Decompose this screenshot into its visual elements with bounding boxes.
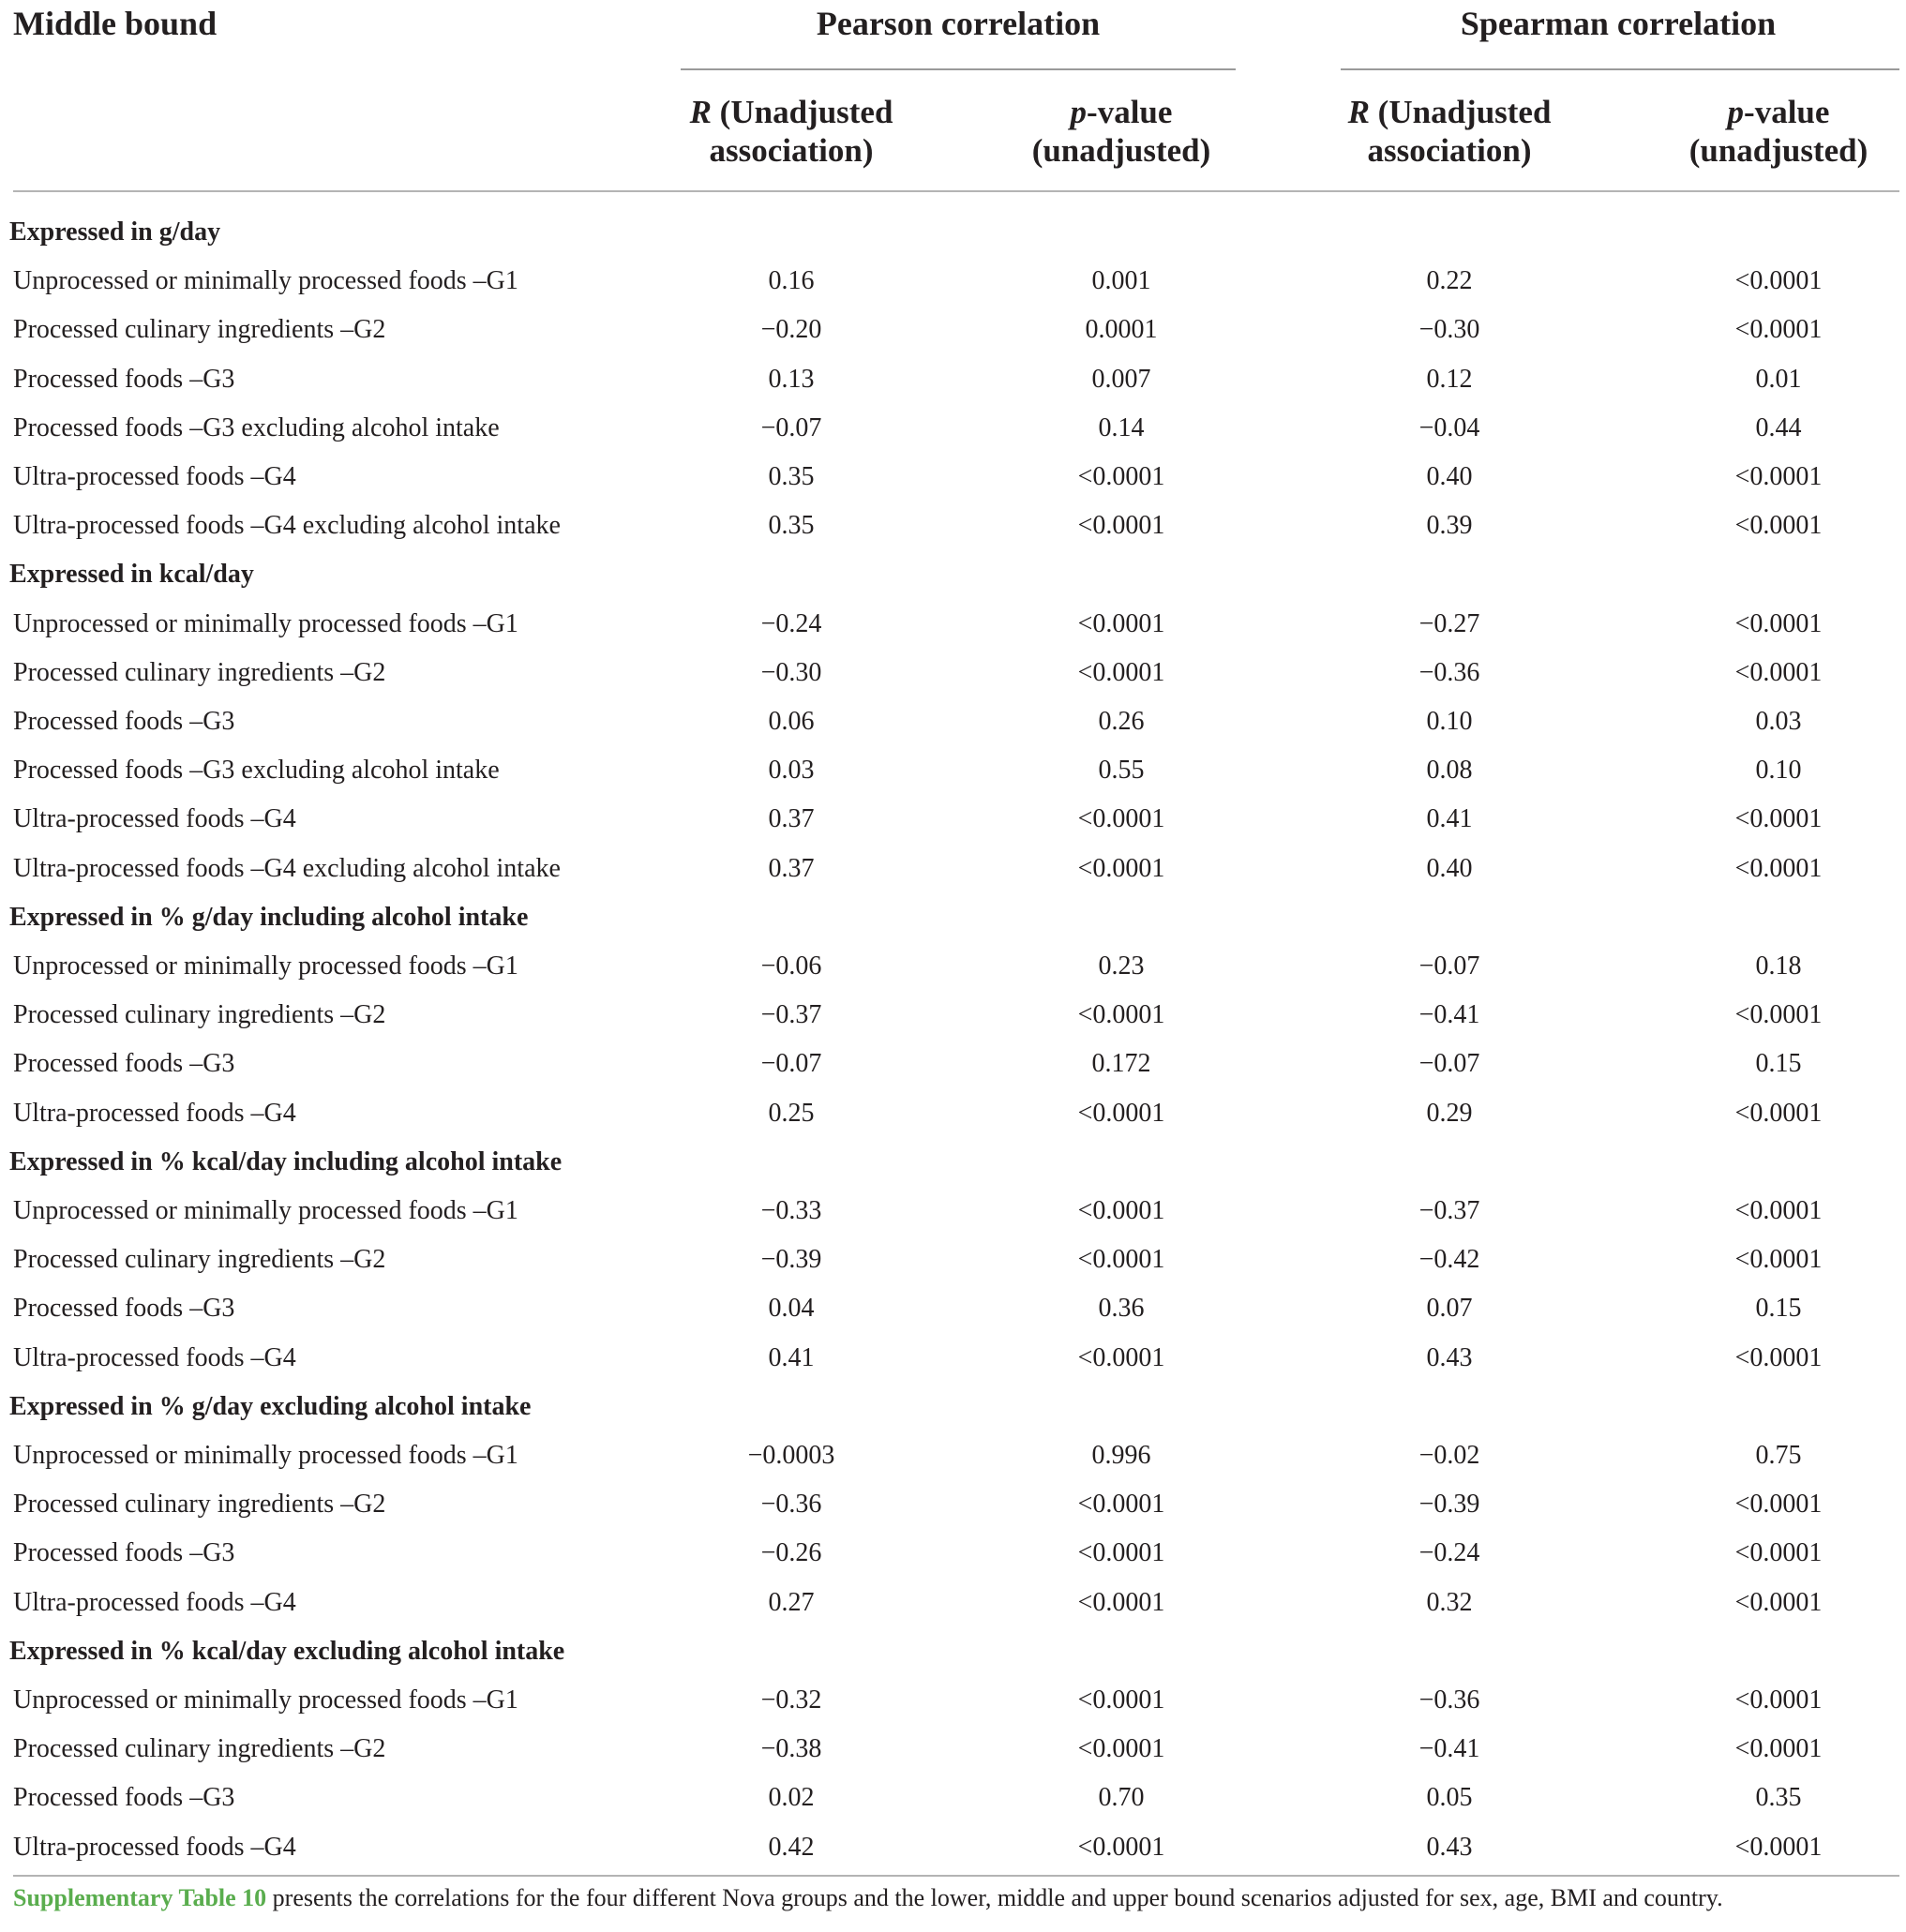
cell-pearson-r: −0.0003 (747, 1441, 835, 1470)
cell-pearson-r: 0.06 (768, 707, 815, 736)
pearson-rule (681, 68, 1236, 70)
cell-spearman-p: <0.0001 (1734, 1538, 1823, 1567)
group-title-pearson: Pearson correlation (816, 5, 1101, 42)
table-row (0, 453, 1906, 502)
table-row (0, 1187, 1906, 1236)
row-label: Ultra-processed foods –G4 excluding alcohol intake (13, 854, 561, 883)
cell-spearman-p: <0.0001 (1734, 854, 1823, 883)
cell-spearman-r: −0.07 (1418, 951, 1480, 981)
cell-pearson-p: <0.0001 (1077, 1196, 1165, 1225)
cell-spearman-p: <0.0001 (1734, 1685, 1823, 1715)
cell-pearson-p: <0.0001 (1077, 658, 1165, 687)
row-label: Unprocessed or minimally processed foods –G1 (13, 1441, 518, 1470)
row-label: Ultra-processed foods –G4 (13, 462, 296, 491)
cell-pearson-r: −0.07 (760, 1049, 822, 1078)
cell-pearson-p: <0.0001 (1077, 1343, 1165, 1372)
cell-spearman-p: <0.0001 (1734, 1490, 1823, 1519)
cell-pearson-p: <0.0001 (1077, 1734, 1165, 1763)
cell-pearson-p: 0.007 (1091, 365, 1151, 394)
cell-pearson-p: <0.0001 (1077, 1000, 1165, 1029)
cell-pearson-p: 0.996 (1091, 1441, 1151, 1470)
cell-spearman-p: 0.44 (1755, 413, 1802, 442)
cell-pearson-p: <0.0001 (1077, 1833, 1165, 1862)
cell-pearson-r: 0.35 (768, 462, 815, 491)
cell-pearson-p: 0.55 (1098, 756, 1145, 785)
cell-pearson-p: 0.001 (1091, 266, 1151, 295)
table-row (0, 1040, 1906, 1088)
cell-pearson-r: −0.39 (760, 1245, 822, 1274)
section-header-row (0, 1627, 1906, 1676)
section-label: Expressed in % kcal/day including alcohol intake (9, 1147, 563, 1176)
cell-pearson-p: 0.70 (1098, 1783, 1145, 1812)
cell-pearson-p: 0.172 (1091, 1049, 1151, 1078)
row-label: Ultra-processed foods –G4 (13, 1099, 296, 1128)
subheader-pearson-r: R (Unadjusted association) (689, 94, 893, 169)
row-label: Processed culinary ingredients –G2 (13, 1734, 386, 1763)
cell-pearson-p: 0.36 (1098, 1294, 1145, 1323)
cell-spearman-r: 0.10 (1426, 707, 1473, 736)
cell-pearson-r: 0.27 (768, 1588, 815, 1617)
cell-spearman-r: 0.43 (1426, 1343, 1473, 1372)
row-label: Processed foods –G3 (13, 1538, 235, 1567)
cell-spearman-r: −0.36 (1418, 1685, 1480, 1715)
cell-pearson-r: −0.32 (760, 1685, 822, 1715)
cell-spearman-p: <0.0001 (1734, 804, 1823, 833)
cell-spearman-p: <0.0001 (1734, 462, 1823, 491)
cell-spearman-r: 0.41 (1426, 804, 1473, 833)
cell-pearson-r: −0.26 (760, 1538, 822, 1567)
table-row (0, 697, 1906, 746)
cell-spearman-p: <0.0001 (1734, 1343, 1823, 1372)
row-label: Unprocessed or minimally processed foods –G1 (13, 609, 518, 638)
table-bottom-rule (13, 1875, 1899, 1877)
cell-spearman-r: 0.43 (1426, 1833, 1473, 1862)
cell-spearman-r: 0.12 (1426, 365, 1473, 394)
cell-spearman-p: <0.0001 (1734, 1196, 1823, 1225)
table-row (0, 1725, 1906, 1774)
cell-spearman-r: 0.40 (1426, 462, 1473, 491)
cell-spearman-r: 0.05 (1426, 1783, 1473, 1812)
table-row (0, 1236, 1906, 1284)
section-label: Expressed in % g/day excluding alcohol intake (9, 1392, 532, 1421)
cell-spearman-p: 0.01 (1755, 365, 1802, 394)
cell-pearson-r: −0.38 (760, 1734, 822, 1763)
section-header-row (0, 208, 1906, 257)
table-row (0, 600, 1906, 649)
row-label: Processed foods –G3 (13, 707, 235, 736)
subheader-spearman-r: R (Unadjusted association) (1347, 94, 1552, 169)
cell-spearman-r: −0.30 (1418, 315, 1480, 344)
row-label: Unprocessed or minimally processed foods –G1 (13, 266, 518, 295)
cell-pearson-p: <0.0001 (1077, 854, 1165, 883)
table-row (0, 404, 1906, 453)
cell-spearman-p: 0.35 (1755, 1783, 1802, 1812)
cell-pearson-p: 0.0001 (1085, 315, 1158, 344)
table-caption (13, 1884, 1723, 1912)
cell-pearson-r: 0.42 (768, 1833, 815, 1862)
cell-pearson-p: <0.0001 (1077, 804, 1165, 833)
cell-pearson-r: −0.06 (760, 951, 822, 981)
table-row (0, 649, 1906, 697)
row-label: Processed foods –G3 (13, 1049, 235, 1078)
section-header-row (0, 550, 1906, 599)
cell-pearson-p: <0.0001 (1077, 1099, 1165, 1128)
table-row (0, 1284, 1906, 1333)
cell-spearman-p: <0.0001 (1734, 1833, 1823, 1862)
row-label: Unprocessed or minimally processed foods –G1 (13, 951, 518, 981)
cell-spearman-r: −0.39 (1418, 1490, 1480, 1519)
row-label: Processed culinary ingredients –G2 (13, 1490, 386, 1519)
cell-spearman-r: −0.37 (1418, 1196, 1480, 1225)
cell-spearman-r: −0.27 (1418, 609, 1480, 638)
cell-spearman-r: 0.07 (1426, 1294, 1473, 1323)
cell-pearson-r: 0.35 (768, 511, 815, 540)
table-row (0, 1579, 1906, 1627)
table-row (0, 306, 1906, 354)
cell-pearson-p: <0.0001 (1077, 462, 1165, 491)
cell-spearman-p: 0.18 (1755, 951, 1802, 981)
cell-pearson-r: −0.36 (760, 1490, 822, 1519)
cell-spearman-p: 0.03 (1755, 707, 1802, 736)
table-row (0, 845, 1906, 893)
table-row (0, 257, 1906, 306)
caption-reference-link[interactable]: Supplementary Table 10 (13, 1884, 267, 1911)
cell-pearson-r: 0.25 (768, 1099, 815, 1128)
cell-spearman-r: 0.32 (1426, 1588, 1473, 1617)
cell-pearson-r: −0.30 (760, 658, 822, 687)
cell-pearson-p: 0.23 (1098, 951, 1145, 981)
table-row (0, 355, 1906, 404)
row-label: Ultra-processed foods –G4 (13, 1343, 296, 1372)
cell-pearson-r: 0.41 (768, 1343, 815, 1372)
table-row (0, 1823, 1906, 1872)
table-row (0, 1480, 1906, 1529)
cell-spearman-r: −0.04 (1418, 413, 1480, 442)
cell-spearman-p: <0.0001 (1734, 1000, 1823, 1029)
section-header-row (0, 1383, 1906, 1431)
cell-pearson-r: −0.24 (760, 609, 822, 638)
cell-pearson-p: <0.0001 (1077, 1245, 1165, 1274)
cell-spearman-r: 0.39 (1426, 511, 1473, 540)
section-label: Expressed in % kcal/day excluding alcohol intake (9, 1637, 565, 1666)
caption-text: presents the correlations for the four different Nova groups and the lower, middle and upper bound scenarios adjusted for sex, age, BMI and country. (266, 1884, 1723, 1911)
cell-spearman-p: <0.0001 (1734, 609, 1823, 638)
cell-pearson-r: 0.03 (768, 756, 815, 785)
cell-pearson-p: 0.14 (1098, 413, 1145, 442)
table-row (0, 991, 1906, 1040)
row-label: Processed culinary ingredients –G2 (13, 1245, 386, 1274)
cell-pearson-p: <0.0001 (1077, 1685, 1165, 1715)
table-row (0, 942, 1906, 991)
cell-pearson-r: 0.16 (768, 266, 815, 295)
cell-spearman-p: 0.75 (1755, 1441, 1802, 1470)
table-row (0, 795, 1906, 844)
cell-pearson-p: 0.26 (1098, 707, 1145, 736)
cell-pearson-r: 0.13 (768, 365, 815, 394)
cell-pearson-r: −0.20 (760, 315, 822, 344)
cell-pearson-p: <0.0001 (1077, 1490, 1165, 1519)
cell-spearman-r: −0.42 (1418, 1245, 1480, 1274)
cell-pearson-r: −0.07 (760, 413, 822, 442)
row-label: Unprocessed or minimally processed foods –G1 (13, 1685, 518, 1715)
cell-spearman-p: <0.0001 (1734, 315, 1823, 344)
cell-pearson-p: <0.0001 (1077, 1588, 1165, 1617)
table-row (0, 1774, 1906, 1822)
row-label: Ultra-processed foods –G4 (13, 1588, 296, 1617)
row-label: Processed foods –G3 excluding alcohol intake (13, 413, 500, 442)
cell-spearman-r: −0.36 (1418, 658, 1480, 687)
row-label: Processed foods –G3 excluding alcohol intake (13, 756, 500, 785)
table-row (0, 1676, 1906, 1725)
cell-pearson-r: −0.33 (760, 1196, 822, 1225)
cell-spearman-p: <0.0001 (1734, 658, 1823, 687)
table-row (0, 1334, 1906, 1383)
row-label: Processed culinary ingredients –G2 (13, 1000, 386, 1029)
group-title-spearman: Spearman correlation (1460, 5, 1777, 42)
row-label: Processed foods –G3 (13, 1783, 235, 1812)
section-header-row (0, 893, 1906, 942)
cell-spearman-p: 0.10 (1755, 756, 1802, 785)
row-label: Ultra-processed foods –G4 (13, 804, 296, 833)
header-bottom-rule (13, 190, 1899, 192)
cell-pearson-r: 0.02 (768, 1783, 815, 1812)
section-label: Expressed in g/day (9, 217, 221, 247)
cell-pearson-p: <0.0001 (1077, 1538, 1165, 1567)
cell-spearman-p: <0.0001 (1734, 511, 1823, 540)
cell-spearman-p: <0.0001 (1734, 1734, 1823, 1763)
row-label: Ultra-processed foods –G4 (13, 1833, 296, 1862)
cell-pearson-r: −0.37 (760, 1000, 822, 1029)
cell-spearman-p: <0.0001 (1734, 266, 1823, 295)
row-label: Unprocessed or minimally processed foods –G1 (13, 1196, 518, 1225)
row-label: Processed foods –G3 (13, 1294, 235, 1323)
cell-spearman-r: 0.08 (1426, 756, 1473, 785)
row-label: Processed foods –G3 (13, 365, 235, 394)
cell-spearman-r: −0.41 (1418, 1000, 1480, 1029)
table-row (0, 502, 1906, 550)
cell-pearson-r: 0.37 (768, 854, 815, 883)
cell-spearman-r: 0.40 (1426, 854, 1473, 883)
table-row (0, 1089, 1906, 1138)
cell-spearman-p: 0.15 (1755, 1294, 1802, 1323)
section-label: Expressed in % g/day including alcohol intake (9, 903, 529, 932)
cell-pearson-p: <0.0001 (1077, 511, 1165, 540)
row-label: Processed culinary ingredients –G2 (13, 315, 386, 344)
cell-pearson-p: <0.0001 (1077, 609, 1165, 638)
cell-spearman-p: <0.0001 (1734, 1245, 1823, 1274)
table-row (0, 1529, 1906, 1578)
cell-pearson-r: 0.04 (768, 1294, 815, 1323)
cell-spearman-p: <0.0001 (1734, 1588, 1823, 1617)
cell-spearman-p: 0.15 (1755, 1049, 1802, 1078)
cell-spearman-r: −0.07 (1418, 1049, 1480, 1078)
corner-title: Middle bound (13, 5, 218, 42)
table-row (0, 746, 1906, 795)
section-header-row (0, 1138, 1906, 1187)
cell-pearson-r: 0.37 (768, 804, 815, 833)
spearman-rule (1341, 68, 1899, 70)
cell-spearman-r: 0.22 (1426, 266, 1473, 295)
subheader-pearson-p: p-value (unadjusted) (1031, 94, 1211, 169)
cell-spearman-r: 0.29 (1426, 1099, 1473, 1128)
cell-spearman-p: <0.0001 (1734, 1099, 1823, 1128)
cell-spearman-r: −0.41 (1418, 1734, 1480, 1763)
cell-spearman-r: −0.24 (1418, 1538, 1480, 1567)
row-label: Processed culinary ingredients –G2 (13, 658, 386, 687)
subheader-spearman-p: p-value (unadjusted) (1688, 94, 1868, 169)
table-row (0, 1431, 1906, 1480)
section-label: Expressed in kcal/day (9, 560, 254, 589)
cell-spearman-r: −0.02 (1418, 1441, 1480, 1470)
row-label: Ultra-processed foods –G4 excluding alcohol intake (13, 511, 561, 540)
